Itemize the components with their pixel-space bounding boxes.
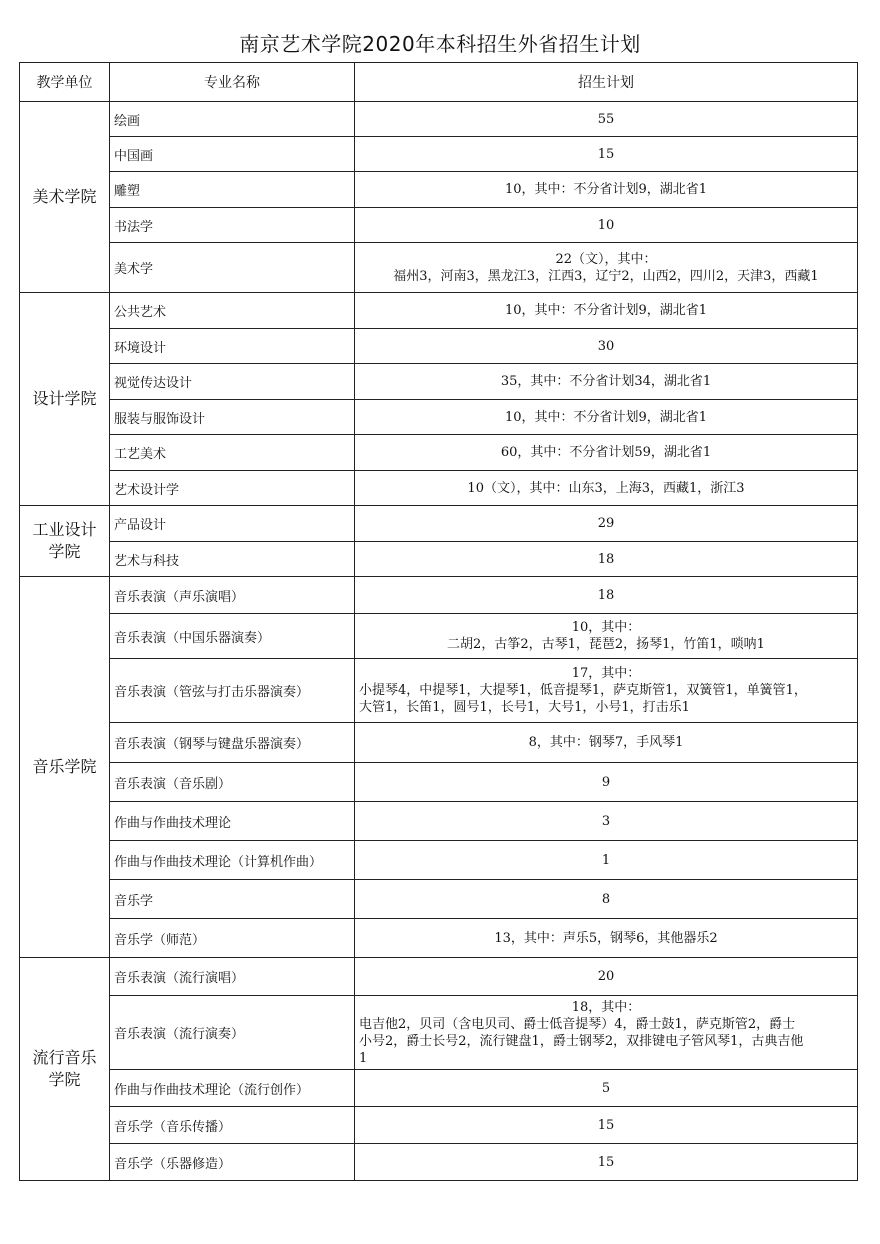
- major-cell: 音乐学（师范）: [110, 919, 355, 958]
- table-row: [20, 958, 858, 996]
- major-cell: 作曲与作曲技术理论（计算机作曲）: [110, 841, 355, 880]
- table-row: [20, 1070, 858, 1107]
- plan-cell: 9: [355, 763, 858, 802]
- plan-cell: 8，其中：钢琴7，手风琴1: [355, 723, 858, 763]
- plan-cell: 5: [355, 1070, 858, 1107]
- plan-line: 大管1，长笛1，圆号1，长号1，大号1，小号1，打击乐1: [359, 700, 690, 715]
- major-cell: 美术学: [110, 243, 355, 293]
- table-row: [20, 542, 858, 577]
- table-row: [20, 880, 858, 919]
- plan-cell: [355, 659, 858, 723]
- table-row: [20, 471, 858, 506]
- major-cell: 音乐学（乐器修造）: [110, 1144, 355, 1181]
- plan-cell: 10，其中：不分省计划9，湖北省1: [355, 293, 858, 329]
- major-cell: 音乐学（音乐传播）: [110, 1107, 355, 1144]
- header-row: [20, 63, 858, 102]
- plan-cell: [355, 243, 858, 293]
- college-cell: 美术学院: [20, 102, 110, 293]
- major-cell: 音乐表演（流行演唱）: [110, 958, 355, 996]
- table-row: [20, 802, 858, 841]
- plan-cell: 29: [355, 506, 858, 542]
- plan-cell: 30: [355, 329, 858, 364]
- major-cell: 艺术设计学: [110, 471, 355, 506]
- major-cell: 绘画: [110, 102, 355, 137]
- enrollment-plan-table: [19, 62, 858, 1181]
- table-row: [20, 329, 858, 364]
- table-row: [20, 723, 858, 763]
- plan-head: 10，其中：: [571, 620, 641, 635]
- plan-line: 电吉他2，贝司（含电贝司、爵士低音提琴）4，爵士鼓1，萨克斯管2，爵士: [359, 1016, 796, 1032]
- major-cell: 环境设计: [110, 329, 355, 364]
- plan-cell: 10（文），其中：山东3，上海3，西藏1，浙江3: [355, 471, 858, 506]
- plan-cell: 10，其中：不分省计划9，湖北省1: [355, 400, 858, 435]
- major-cell: 音乐表演（音乐剧）: [110, 763, 355, 802]
- table-row: [20, 172, 858, 208]
- major-cell: 服装与服饰设计: [110, 400, 355, 435]
- table-row: [20, 208, 858, 243]
- major-cell: 艺术与科技: [110, 542, 355, 577]
- plan-cell: 13，其中：声乐5，钢琴6，其他器乐2: [355, 919, 858, 958]
- college-name-line: 学院: [48, 1070, 81, 1089]
- major-cell: 音乐表演（钢琴与键盘乐器演奏）: [110, 723, 355, 763]
- college-name-line: 流行音乐: [32, 1048, 97, 1067]
- plan-cell: [355, 996, 858, 1070]
- plan-cell: 3: [355, 802, 858, 841]
- college-cell: [20, 506, 110, 577]
- major-cell: 作曲与作曲技术理论（流行创作）: [110, 1070, 355, 1107]
- major-cell: 视觉传达设计: [110, 364, 355, 400]
- table-row: [20, 996, 858, 1070]
- plan-cell: 10: [355, 208, 858, 243]
- plan-line: 二胡2，古筝2，古琴1，琵琶2，扬琴1，竹笛1，唢呐1: [447, 637, 765, 652]
- table-row: [20, 614, 858, 659]
- major-cell: 书法学: [110, 208, 355, 243]
- table-row: [20, 243, 858, 293]
- table-row: [20, 102, 858, 137]
- plan-cell: 35，其中：不分省计划34，湖北省1: [355, 364, 858, 400]
- college-name-line: 学院: [48, 542, 81, 561]
- plan-cell: 10，其中：不分省计划9，湖北省1: [355, 172, 858, 208]
- plan-cell: 60，其中：不分省计划59，湖北省1: [355, 435, 858, 471]
- page-title: 南京艺术学院2020年本科招生外省招生计划: [239, 32, 641, 56]
- major-cell: 产品设计: [110, 506, 355, 542]
- plan-cell: 15: [355, 137, 858, 172]
- major-cell: 音乐表演（流行演奏）: [110, 996, 355, 1070]
- header-plan: 招生计划: [355, 63, 858, 102]
- major-cell: 公共艺术: [110, 293, 355, 329]
- plan-head: 22（文），其中：: [555, 251, 657, 267]
- table-row: [20, 137, 858, 172]
- table-row: [20, 919, 858, 958]
- major-cell: 工艺美术: [110, 435, 355, 471]
- header-unit: 教学单位: [20, 63, 110, 102]
- plan-cell: 15: [355, 1107, 858, 1144]
- table-row: [20, 435, 858, 471]
- plan-cell: 20: [355, 958, 858, 996]
- major-cell: 中国画: [110, 137, 355, 172]
- college-cell: 设计学院: [20, 293, 110, 506]
- table-row: [20, 763, 858, 802]
- plan-cell: 8: [355, 880, 858, 919]
- college-cell: 音乐学院: [20, 577, 110, 958]
- plan-line: 1: [359, 1050, 368, 1066]
- table-row: [20, 1144, 858, 1181]
- plan-cell: 55: [355, 102, 858, 137]
- major-cell: 音乐表演（中国乐器演奏）: [110, 614, 355, 659]
- major-cell: 音乐表演（声乐演唱）: [110, 577, 355, 614]
- table-row: [20, 506, 858, 542]
- plan-cell: 18: [355, 577, 858, 614]
- table-row: [20, 400, 858, 435]
- plan-head: 18，其中：: [571, 999, 641, 1015]
- plan-cell: [355, 614, 858, 659]
- major-cell: 雕塑: [110, 172, 355, 208]
- table-row: [20, 577, 858, 614]
- table-row: [20, 841, 858, 880]
- header-major: 专业名称: [110, 63, 355, 102]
- major-cell: 作曲与作曲技术理论: [110, 802, 355, 841]
- plan-cell: 15: [355, 1144, 858, 1181]
- table-row: [20, 293, 858, 329]
- major-cell: 音乐表演（管弦与打击乐器演奏）: [110, 659, 355, 723]
- college-cell: [20, 958, 110, 1181]
- table-row: [20, 364, 858, 400]
- major-cell: 音乐学: [110, 880, 355, 919]
- plan-line: 小提琴4，中提琴1，大提琴1，低音提琴1，萨克斯管1，双簧管1，单簧管1，: [359, 683, 807, 698]
- plan-cell: 18: [355, 542, 858, 577]
- table-row: [20, 659, 858, 723]
- plan-line: 福州3，河南3，黑龙江3，江西3，辽宁2，山西2，四川2，天津3，西藏1: [393, 268, 819, 284]
- plan-line: 小号2，爵士长号2，流行键盘1，爵士钢琴2，双排键电子管风琴1，古典吉他: [359, 1033, 804, 1049]
- table-row: [20, 1107, 858, 1144]
- plan-head: 17，其中：: [571, 666, 641, 681]
- plan-cell: 1: [355, 841, 858, 880]
- college-name-line: 工业设计: [32, 520, 97, 539]
